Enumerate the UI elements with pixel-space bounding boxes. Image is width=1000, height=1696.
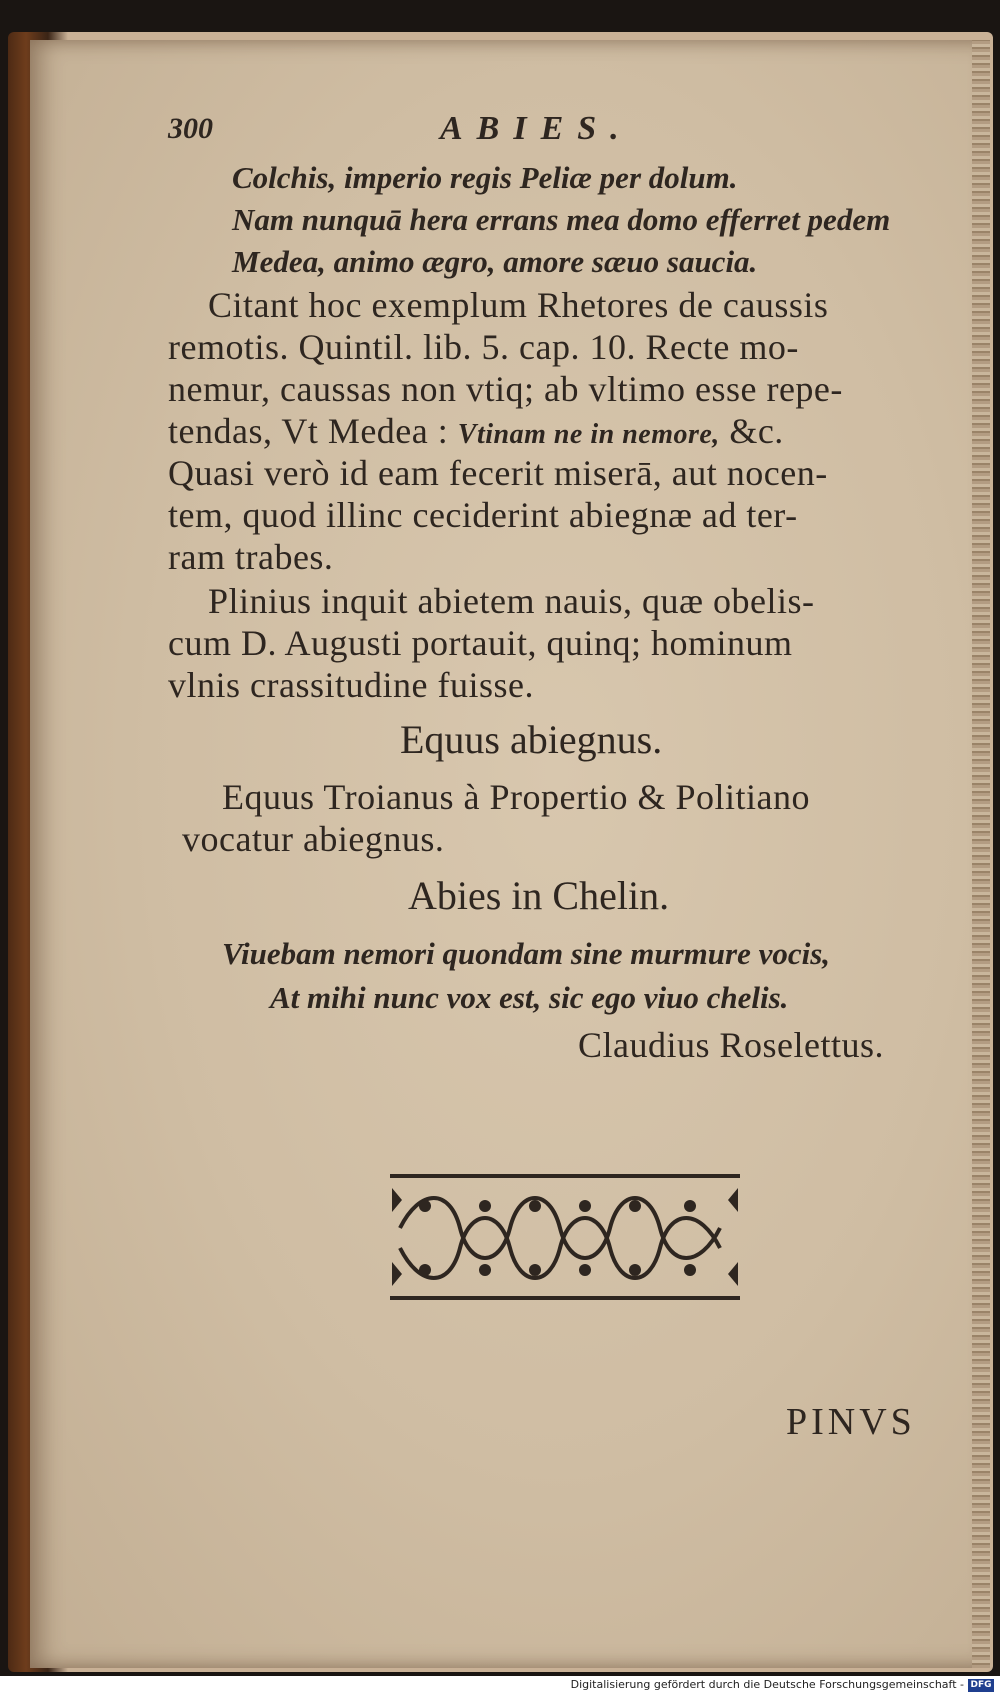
section-heading: Equus abiegnus.: [400, 717, 663, 762]
text-line: cum D. Augusti portauit, quinq; hominum: [168, 623, 793, 663]
verse-line: Medea, animo ægro, amore sæuo saucia.: [232, 244, 758, 279]
dfg-logo: DFG: [968, 1679, 994, 1692]
printers-ornament: [380, 1168, 750, 1306]
text-line: Citant hoc exemplum Rhetores de caussis: [208, 285, 829, 325]
verse-line: Nam nunquā hera errans mea domo efferret pedem: [232, 202, 891, 237]
attribution: Claudius Roselettus.: [578, 1025, 884, 1065]
inline-quote: Vtinam ne in nemore,: [457, 419, 720, 450]
catchword: PINVS: [786, 1401, 916, 1443]
text-line: Plinius inquit abietem nauis, quæ obelis-: [208, 581, 815, 621]
text-line: tem, quod illinc ceciderint abiegnæ ad ter-: [168, 495, 798, 535]
text-line: ram trabes.: [168, 537, 334, 577]
section-heading: Abies in Chelin.: [408, 873, 670, 918]
text-line: Equus Troianus à Propertio & Politiano: [222, 777, 811, 817]
page-number: 300: [168, 112, 213, 145]
epigram-line: At mihi nunc vox est, sic ego viuo chelis.: [270, 980, 789, 1015]
epigram-line: Viuebam nemori quondam sine murmure vocis,: [222, 936, 831, 971]
text-fragment: &c.: [729, 411, 784, 451]
text-line: [168, 410, 784, 452]
text-fragment: tendas, Vt Medea :: [168, 411, 449, 451]
verse-line: Colchis, imperio regis Peliæ per dolum.: [232, 160, 738, 195]
running-head: ABIES.: [440, 110, 633, 147]
footer-bar: [0, 1676, 1000, 1696]
text-line: Quasi verò id eam fecerit miserā, aut nocen-: [168, 453, 828, 493]
footer-credit: Digitalisierung gefördert durch die Deutsche Forschungsgemeinschaft -: [570, 1678, 964, 1691]
text-line: vocatur abiegnus.: [182, 819, 445, 859]
text-line: vlnis crassitudine fuisse.: [168, 665, 534, 705]
text-line: remotis. Quintil. lib. 5. cap. 10. Recte mo-: [168, 327, 799, 367]
page-edges: [972, 40, 990, 1668]
text-line: nemur, caussas non vtiq; ab vltimo esse repe-: [168, 369, 843, 409]
